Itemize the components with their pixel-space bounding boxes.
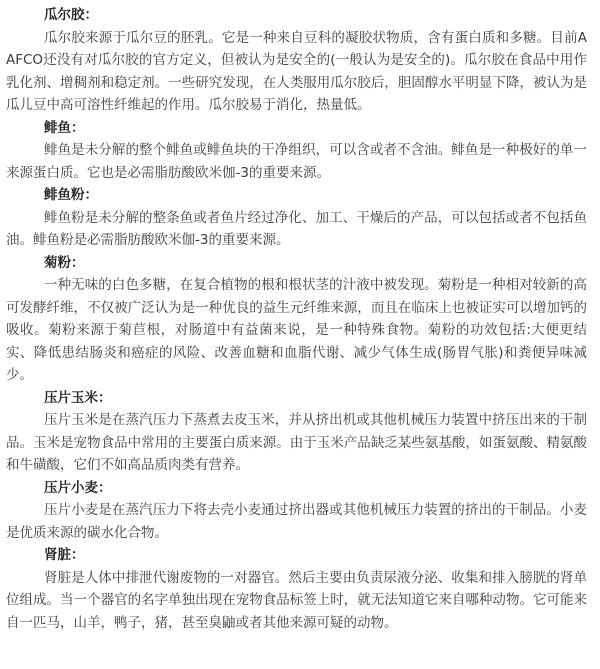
entry-term: 鲱鱼粉：: [44, 187, 98, 203]
entry-flaked-corn: [6, 387, 587, 477]
entry-term: 肾脏：: [44, 547, 85, 563]
entry-term: 压片小麦：: [44, 479, 112, 496]
entry-description: 压片小麦是在蒸汽压力下将去壳小麦通过挤出器或其他机械压力装置的挤出的干制品。小麦是优质来源的碳水化合物。: [6, 502, 587, 541]
entry-description: 压片玉米是在蒸汽压力下蒸煮去皮玉米，并从挤出机或其他机械压力装置中挤压出来的干制品。玉米是宠物食品中常用的主要蛋白质来源。由于玉米产品缺乏某些氨基酸，如蛋氨酸、精氨酸和牛磺酸，它们不如高品质肉类有营养。: [6, 412, 587, 473]
entry-inulin: [6, 252, 587, 387]
entry-description: 肾脏是人体中排泄代谢废物的一对器官。然后主要由负责尿液分泌、收集和排入膀胱的肾单位组成。当一个器官的名字单独出现在宠物食品标签上时，就无法知道它来自哪种动物。它可能来自一匹马，山羊，鸭子，猪，甚至臭鼬或者其他来源可疑的动物。: [6, 569, 587, 631]
entry-herring: [6, 117, 587, 185]
entry-description: 一种无味的白色多糖，在复合植物的根和根状茎的汁液中被发现。菊粉是一种相对较新的高可发酵纤维，不仅被广泛认为是一种优良的益生元纤维来源，而且在临床上也被证实可以增加钙的吸收。菊粉来源于菊苣根，对肠道中有益菌来说，是一种特殊食物。菊粉的功效包括:大便更结实、降低患结肠炎和癌症的风险、改善血糖和血脂代谢、减少气体生成(肠胃气胀)和粪便异味减少。: [6, 277, 587, 383]
entry-description: 鲱鱼粉是未分解的整条鱼或者鱼片经过净化、加工、干燥后的产品，可以包括或者不包括鱼油。鲱鱼粉是必需脂肪酸欧米伽-3的重要来源。: [6, 209, 587, 248]
entry-kidney: [6, 544, 587, 634]
entry-herring-meal: [6, 184, 587, 252]
entry-term: 瓜尔胶：: [44, 7, 98, 23]
entry-term: 鲱鱼：: [44, 119, 85, 136]
entry-term: 压片玉米：: [44, 389, 112, 406]
entry-description: 鲱鱼是未分解的整个鲱鱼或鲱鱼块的干净组织，可以含或者不含油。鲱鱼是一种极好的单一来源蛋白质。它也是必需脂肪酸欧米伽-3的重要来源。: [6, 142, 587, 181]
entry-guar-gum: [6, 4, 587, 117]
entry-flaked-wheat: [6, 477, 587, 545]
entry-term: 菊粉：: [44, 254, 85, 271]
entry-description: 瓜尔胶来源于瓜尔豆的胚乳。它是一种来自豆科的凝胶状物质，含有蛋白质和多糖。目前AAFCO还没有对瓜尔胶的官方定义，但被认为是安全的(一般认为是安全的)。瓜尔胶在食品中用作乳化剂、增稠剂和稳定剂。一些研究发现，在人类服用瓜尔胶后，胆固醇水平明显下降，被认为是瓜儿豆中高可溶性纤维起的作用。瓜尔胶易于消化，热量低。: [6, 29, 587, 113]
